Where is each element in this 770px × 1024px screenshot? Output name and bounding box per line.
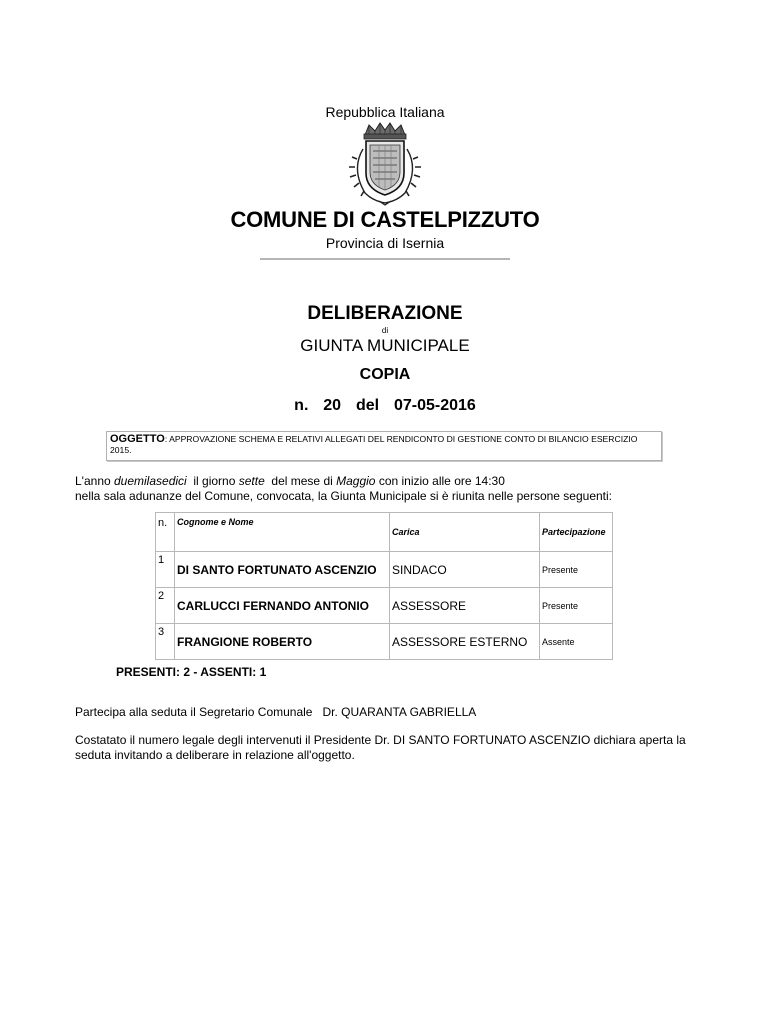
month-word: Maggio [336,474,376,488]
subject-label: OGGETTO [110,433,165,445]
header-role: Carica [390,513,540,552]
table-row [156,624,613,660]
member-name: DI SANTO FORTUNATO ASCENZIO [175,552,390,588]
intro-text: il giorno [186,474,239,488]
copy-label: COPIA [359,366,411,383]
day-words: sette [238,474,265,488]
member-role: ASSESSORE [390,588,540,624]
member-participation: Presente [540,588,613,624]
member-role: ASSESSORE ESTERNO [390,624,540,660]
intro-line-1 [75,474,505,489]
year-words: duemilasedici [114,474,187,488]
header-name: Cognome e Nome [175,513,390,552]
member-participation: Assente [540,624,613,660]
member-name: CARLUCCI FERNANDO ANTONIO [175,588,390,624]
header-n: n. [156,513,175,552]
republic-heading: Repubblica Italiana [325,104,445,120]
header-participation: Partecipazione [540,513,613,552]
table-header-row [156,513,613,552]
member-role: SINDACO [390,552,540,588]
subject-box [106,431,662,461]
quorum-paragraph: Costatato il numero legale degli intervenuti il Presidente Dr. DI SANTO FORTUNATO ASCENZIO dichiara aperta la seduta invitando a deliberare in relazione all'oggetto. [75,733,686,762]
municipality-name: COMUNE DI CASTELPIZZUTO [230,207,540,232]
header-divider [260,258,510,260]
subject-text: : APPROVAZIONE SCHEMA E RELATIVI ALLEGATI DEL RENDICONTO DI GESTIONE CONTO DI BILANCIO ESERCIZIO 2015. [110,434,638,455]
row-number: 2 [156,588,175,624]
municipal-crest-icon [343,121,427,207]
attendance-table [155,512,613,660]
intro-text: del mese di [264,474,337,488]
member-name: FRANGIONE ROBERTO [175,624,390,660]
secretary-line: Partecipa alla seduta il Segretario Comunale Dr. QUARANTA GABRIELLA [75,705,477,719]
deliberation-number: n. 20 del 07-05-2016 [294,397,476,414]
province-name: Provincia di Isernia [325,235,445,251]
row-number: 1 [156,552,175,588]
document-organ: GIUNTA MUNICIPALE [300,336,470,355]
table-row [156,552,613,588]
document-type: DELIBERAZIONE [307,303,463,324]
intro-line-2: nella sala adunanze del Comune, convocata, la Giunta Municipale si è riunita nelle persone seguenti: [75,489,613,503]
attendance-summary: PRESENTI: 2 - ASSENTI: 1 [116,665,267,679]
document-di: di [381,326,389,335]
intro-text: L'anno [75,474,114,488]
member-participation: Presente [540,552,613,588]
row-number: 3 [156,624,175,660]
intro-text: con inizio alle ore 14:30 [375,474,505,488]
table-row [156,588,613,624]
